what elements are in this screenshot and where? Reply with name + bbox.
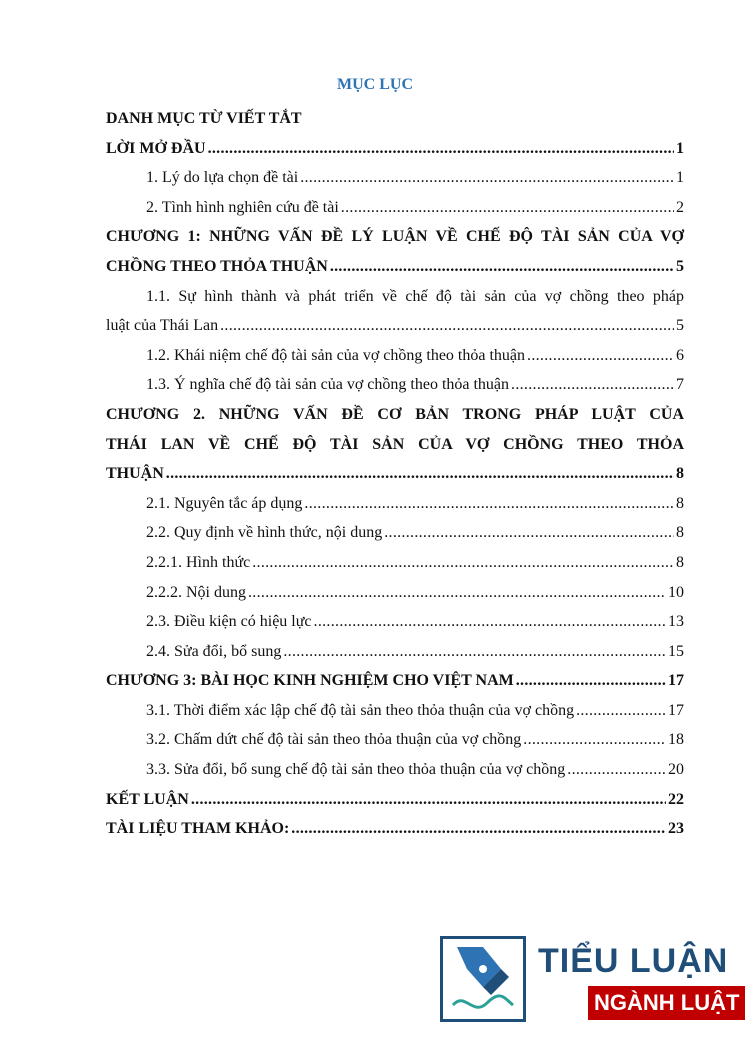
toc-page-number: 5: [676, 317, 684, 335]
toc-entry-label: 3.2. Chấm dứt chế độ tài sản theo thỏa thuận của vợ chồng: [146, 731, 522, 749]
toc-page-number: 8: [676, 465, 684, 483]
toc-page-number: 17: [668, 672, 684, 690]
dot-leader: [384, 518, 674, 548]
toc-entry-label: THÁI LAN VỀ CHẾ ĐỘ TÀI SẢN CỦA VỢ CHỒNG THEO THỎA: [106, 435, 684, 453]
toc-entry-label: luật của Thái Lan: [106, 317, 219, 335]
toc-entry-2-3[interactable]: [106, 607, 684, 637]
dot-leader: [304, 489, 674, 519]
dot-leader: [283, 637, 666, 667]
dot-leader: [523, 725, 666, 755]
toc-entry-label: 2.3. Điều kiện có hiệu lực: [146, 613, 312, 631]
table-of-contents: [106, 104, 684, 844]
toc-entry-label: 1. Lý do lựa chọn đề tài: [146, 169, 299, 187]
toc-entry-label: 1.1. Sự hình thành và phát triển về chế độ tài sản của vợ chồng theo pháp: [146, 287, 684, 305]
toc-entry-label: CHƯƠNG 2. NHỮNG VẤN ĐỀ CƠ BẢN TRONG PHÁP LUẬT CỦA: [106, 405, 684, 423]
toc-entry-2-2-2[interactable]: [106, 578, 684, 608]
toc-entry-label: 2. Tình hình nghiên cứu đề tài: [146, 198, 339, 216]
dot-leader: [191, 785, 666, 815]
toc-page-number: 1: [676, 169, 684, 187]
toc-entry-intro-1[interactable]: [106, 163, 684, 193]
toc-page-number: 15: [668, 642, 684, 660]
dot-leader: [208, 134, 674, 164]
toc-page-number: 13: [668, 613, 684, 631]
toc-entry-3-2[interactable]: [106, 725, 684, 755]
toc-entry-chapter-1[interactable]: [106, 222, 684, 281]
toc-entry-label: LỜI MỞ ĐẦU: [106, 139, 206, 157]
toc-page-number: 18: [668, 731, 684, 749]
toc-entry-2-2[interactable]: [106, 518, 684, 548]
dot-leader: [220, 311, 674, 341]
toc-entry-2-1[interactable]: [106, 489, 684, 519]
toc-page-number: 23: [668, 820, 684, 838]
toc-entry-label: 2.1. Nguyên tắc áp dụng: [146, 494, 303, 512]
brand-logo: [440, 936, 740, 1026]
toc-entry-1-1[interactable]: [106, 282, 684, 341]
toc-entry-1-3[interactable]: [106, 370, 684, 400]
toc-page-number: 10: [668, 583, 684, 601]
toc-page-number: 8: [676, 553, 684, 571]
toc-page-number: 1: [676, 139, 684, 157]
dot-leader: [341, 193, 674, 223]
toc-entry-1-2[interactable]: [106, 341, 684, 371]
toc-entry-label: KẾT LUẬN: [106, 790, 189, 808]
toc-entry-label: 2.4. Sửa đổi, bổ sung: [146, 642, 282, 660]
toc-entry-intro[interactable]: [106, 134, 684, 164]
dot-leader: [314, 607, 666, 637]
toc-entry-abbreviations[interactable]: [106, 104, 684, 134]
toc-entry-label: 2.2.2. Nội dung: [146, 583, 246, 601]
toc-page-number: 20: [668, 761, 684, 779]
toc-entry-label: 1.2. Khái niệm chế độ tài sản của vợ chồng theo thỏa thuận: [146, 346, 526, 364]
toc-entry-label: 3.1. Thời điểm xác lập chế độ tài sản theo thỏa thuận của vợ chồng: [146, 701, 575, 719]
toc-entry-label: CHỒNG THEO THỎA THUẬN: [106, 257, 328, 275]
dot-leader: [166, 459, 674, 489]
toc-entry-label: 1.3. Ý nghĩa chế độ tài sản của vợ chồng theo thỏa thuận: [146, 376, 510, 394]
pen-nib-icon: [440, 936, 526, 1022]
dot-leader: [252, 548, 674, 578]
toc-entry-2-4[interactable]: [106, 637, 684, 667]
toc-entry-2-2-1[interactable]: [106, 548, 684, 578]
toc-entry-chapter-2[interactable]: [106, 400, 684, 489]
toc-page-number: 5: [676, 257, 684, 275]
dot-leader: [576, 696, 666, 726]
toc-entry-references[interactable]: [106, 814, 684, 844]
toc-entry-label: TÀI LIỆU THAM KHẢO:: [106, 820, 290, 838]
toc-entry-chapter-3[interactable]: [106, 666, 684, 696]
toc-title: MỤC LỤC: [337, 76, 413, 93]
toc-entry-3-3[interactable]: [106, 755, 684, 785]
toc-page-number: 8: [676, 524, 684, 542]
toc-page-number: 22: [668, 790, 684, 808]
dot-leader: [291, 814, 666, 844]
dot-leader: [330, 252, 674, 282]
logo-text-primary: TIỂU LUẬN: [538, 942, 729, 980]
toc-page-number: 2: [676, 198, 684, 216]
toc-entry-conclusion[interactable]: [106, 785, 684, 815]
toc-entry-intro-2[interactable]: [106, 193, 684, 223]
toc-page-number: 8: [676, 494, 684, 512]
toc-entry-label: 2.2.1. Hình thức: [146, 553, 251, 571]
toc-entry-label: CHƯƠNG 1: NHỮNG VẤN ĐỀ LÝ LUẬN VỀ CHẾ ĐỘ TÀI SẢN CỦA VỢ: [106, 228, 684, 246]
dot-leader: [300, 163, 674, 193]
toc-page-number: 7: [676, 376, 684, 394]
dot-leader: [516, 666, 666, 696]
dot-leader: [511, 370, 674, 400]
toc-entry-label: 3.3. Sửa đổi, bổ sung chế độ tài sản theo thỏa thuận của vợ chồng: [146, 761, 566, 779]
toc-entry-label: DANH MỤC TỪ VIẾT TẮT: [106, 110, 302, 127]
toc-page-number: 6: [676, 346, 684, 364]
dot-leader: [248, 578, 666, 608]
toc-entry-label: CHƯƠNG 3: BÀI HỌC KINH NGHIỆM CHO VIỆT NAM: [106, 672, 514, 690]
toc-entry-3-1[interactable]: [106, 696, 684, 726]
toc-page-number: 17: [668, 701, 684, 719]
dot-leader: [567, 755, 666, 785]
dot-leader: [527, 341, 674, 371]
toc-entry-label: THUẬN: [106, 465, 164, 483]
toc-entry-label: 2.2. Quy định về hình thức, nội dung: [146, 524, 383, 542]
logo-text-secondary: NGÀNH LUẬT: [588, 986, 745, 1020]
